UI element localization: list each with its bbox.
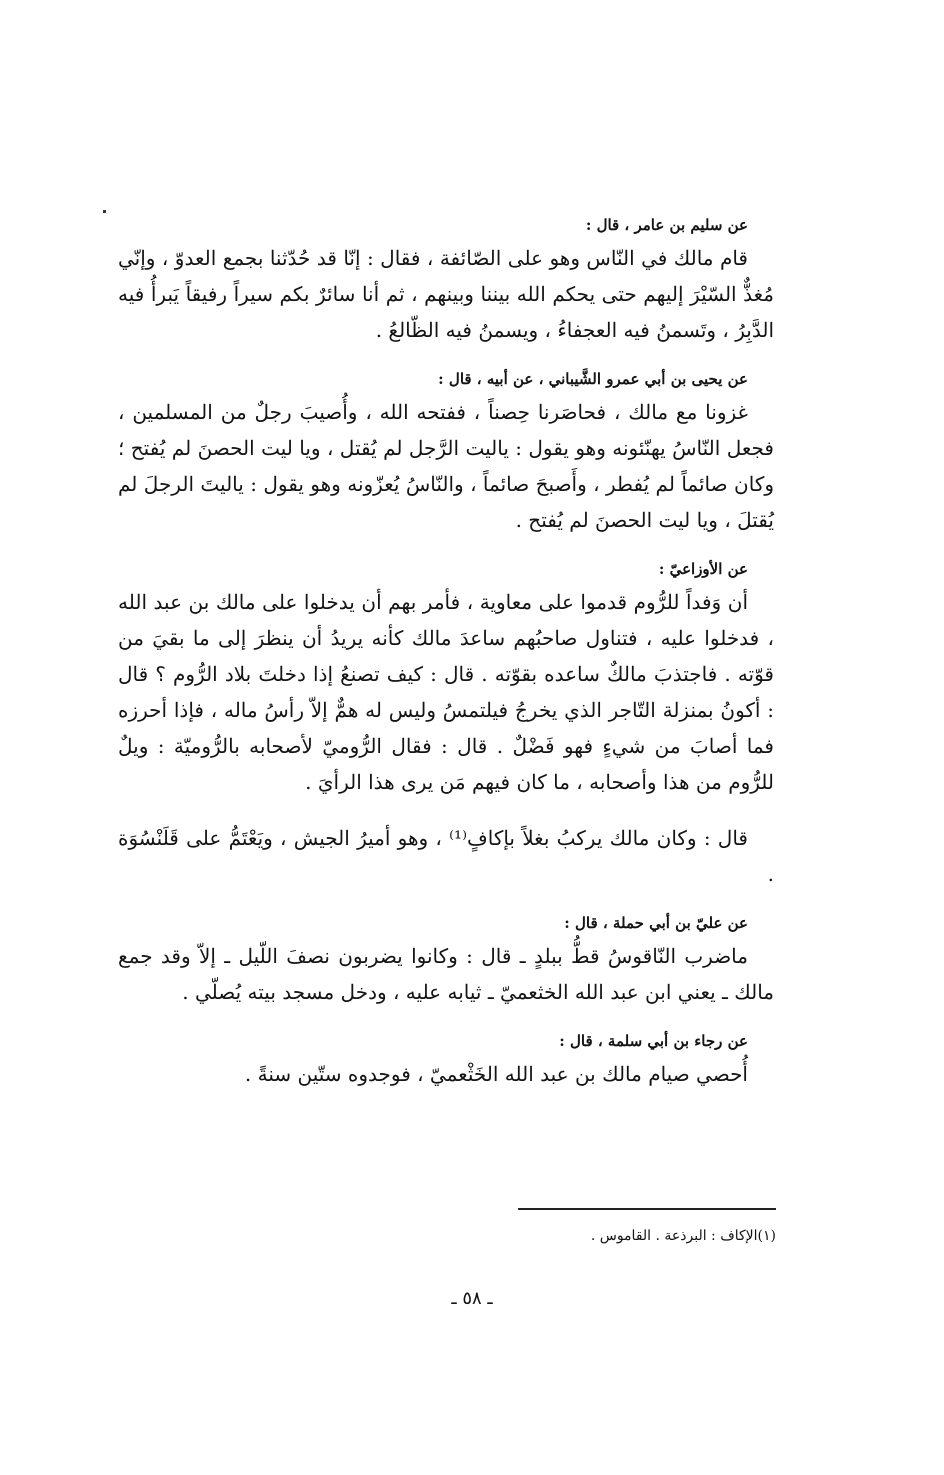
section-heading: عن سليم بن عامر ، قال : [585,216,748,234]
section-raja [118,1030,774,1092]
section-ali [118,912,774,1010]
section-heading: عن الأوزاعيّ : [658,560,748,578]
section-awzai [118,558,774,800]
section-yahya [118,368,774,538]
section-body: غزونا مع مالك ، فحاصَرنا حِصناً ، ففتحه الله ، وأُصيبَ رجلٌ من المسلمين ، فجعل النّاسُ يهنّئونه وهو يقول : ياليت الرَّجل لم يُقتل ، ويا ليت الحصنَ لم يُفتح ؛ وكان صائماً لم يُفطر ، وأَصبحَ صائماً ، والنّاسُ يُعزّونه وهو يقول : ياليتَ الرجلَ لم يُقتلَ ، ويا ليت الحصنَ لم يُفتح . [118,400,774,532]
page-number: ـ ٥٨ ـ [451,1288,493,1309]
footnote: (١)الإكاف : البرذعة . القاموس . [590,1228,776,1244]
main-text [118,214,774,1112]
section-body: قام مالك في النّاس وهو على الصّائفة ، فقال : إنّا قد حُدّثنا بجمع العدوّ ، وإنّي مُغذٌّ السّيْرَ إليهم حتى يحكم الله بيننا وبينهم ، ثم أنا سائرٌ بكم سيراً رفيقاً يَبرأُ فيه الدَّبِرُ ، وتَسمنُ فيه العجفاءُ ، ويسمنُ فيه الظّالعُ . [118,246,774,342]
section-body: ماضرب النّاقوسُ قطُّ ببلدٍ ـ قال : وكانوا يضربون نصفَ اللّيل ـ إلاّ وقد جمع مالك ـ يعني ابن عبد الله الخثعميّ ـ ثيابه عليه ، ودخل مسجد بيته يُصلّي . [118,944,774,1004]
section-salim [118,214,774,348]
section-heading: عن رجاء بن أبي سلمة ، قال : [559,1032,748,1050]
section-body: أن وَفداً للرُّوم قدموا على معاوية ، فأمر بهم أن يدخلوا على مالك بن عبد الله ، فدخلوا عليه ، فتناول صاحبُهم ساعدَ مالك كأنه يريدُ أن ينظرَ إلى ما بقيَ من قوّته . فاجتذبَ مالكٌ ساعده بقوّته . قال : كيف تصنعُ إذا دخلتَ بلاد الرُّوم ؟ قال : أكونُ بمنزلة التّاجر الذي يخرجُ فيلتمسُ وليس له همٌّ إلاّ رأسُ ماله ، فإذا أحرزه فما أصابَ من شيءٍ فهو فَضْلٌ . قال : فقال الرُّوميّ لأصحابه بالرُّوميّة : ويلٌ للرُّوم من هذا وأصحابه ، ما كان فيهم مَن يرى هذا الرأيَ . [118,590,775,794]
section-body: أُحصي صيام مالك بن عبد الله الخَثْعميّ ، فوجدوه ستّين سنةً . [244,1062,748,1086]
standalone-paragraph: قال : وكان مالك يركبُ بغلاً بإكافٍ⁽¹⁾ ، وهو أميرُ الجيش ، ويَعْتَمُّ على قَلَنْسُوَة . [118,826,774,886]
footnote-divider [518,1208,776,1210]
stray-dot [103,210,106,213]
section-heading: عن يحيى بن أبي عمرو الشَّيباني ، عن أبيه ، قال : [438,370,748,388]
section-heading: عن عليّ بن أبي حملة ، قال : [564,914,748,932]
